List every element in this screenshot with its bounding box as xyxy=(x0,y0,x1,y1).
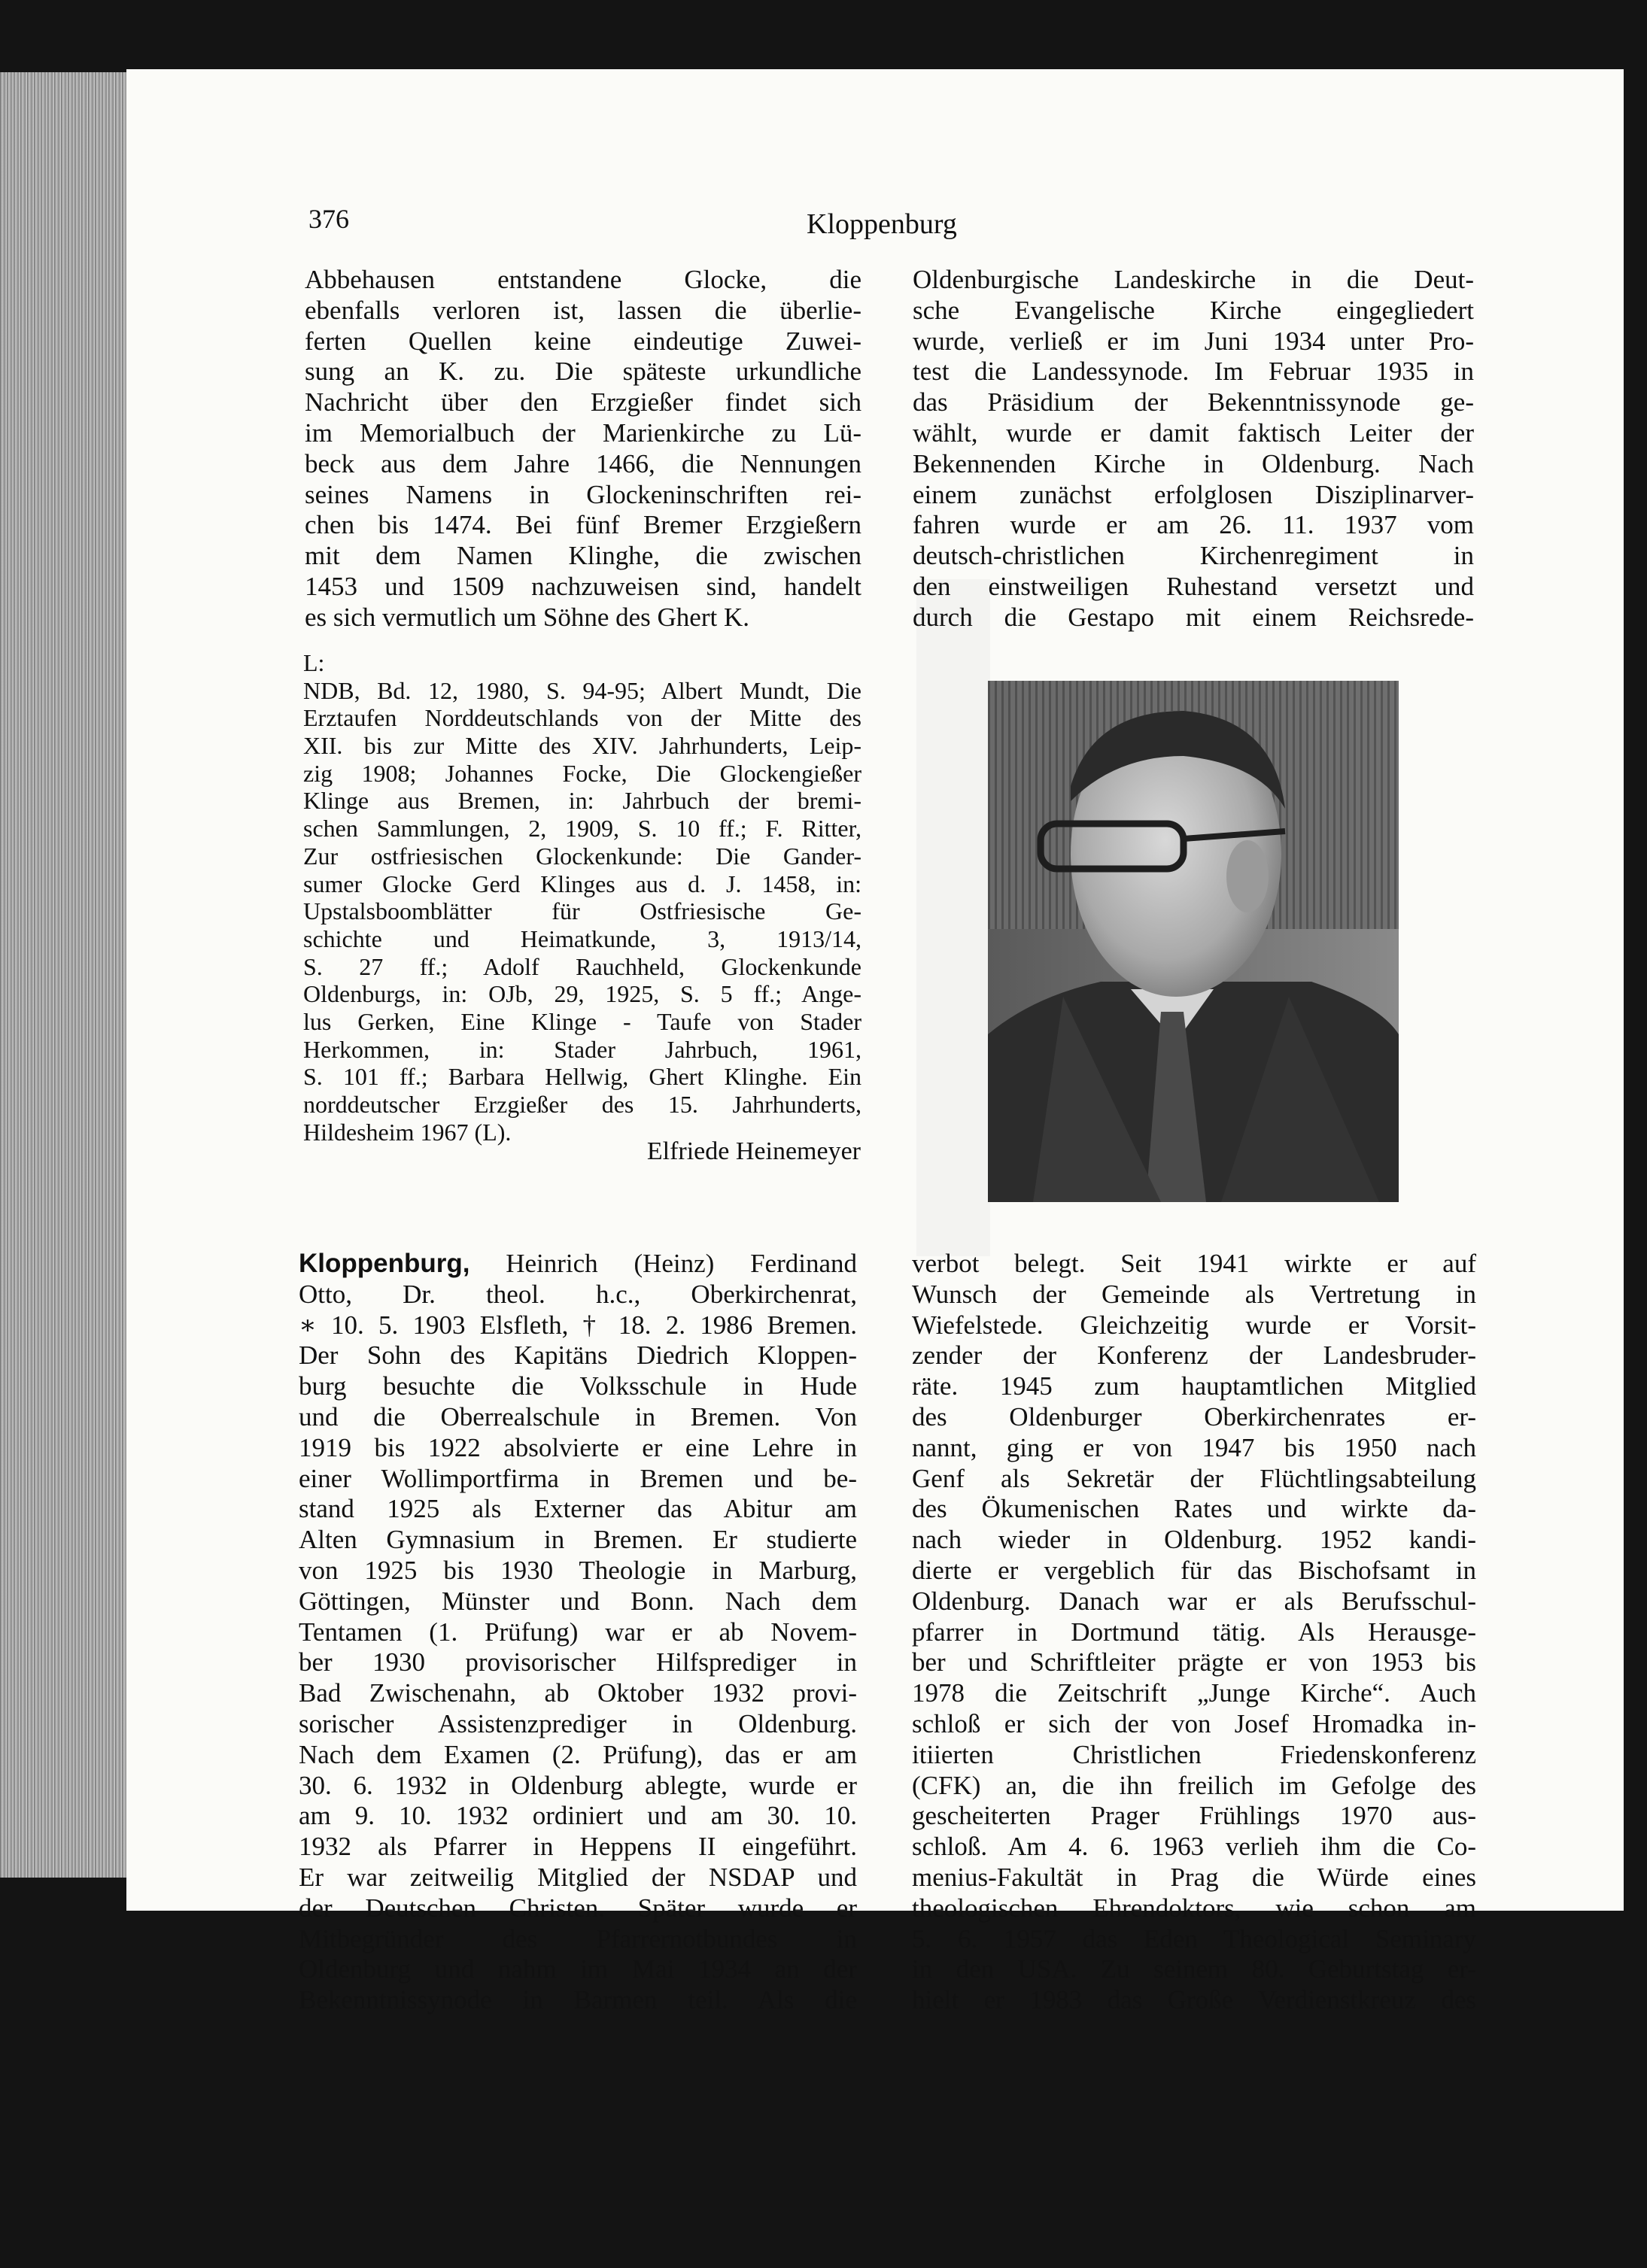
text-line: Klinge aus Bremen, in: Jahrbuch der bremi- xyxy=(303,787,861,815)
text-line: nach wieder in Oldenburg. 1952 kandi- xyxy=(912,1525,1476,1555)
text-line: S. 101 ff.; Barbara Hellwig, Ghert Klinghe. Ein xyxy=(303,1063,861,1091)
text-line: Der Sohn des Kapitäns Diedrich Kloppen- xyxy=(299,1340,857,1371)
text-line: deutsch-christlichen Kirchenregiment in xyxy=(913,541,1474,571)
portrait-image xyxy=(988,681,1399,1202)
text-line: es sich vermutlich um Söhne des Ghert K. xyxy=(305,602,750,632)
text-line xyxy=(299,1249,857,1280)
text-line: Bekenntnissynode in Barmen teil. Als die xyxy=(299,1985,857,2015)
text-line: Alten Gymnasium in Bremen. Er studierte xyxy=(299,1525,857,1555)
text-line: Herkommen, in: Stader Jahrbuch, 1961, xyxy=(303,1035,861,1063)
text-line: einem zunächst erfolglosen Disziplinarver- xyxy=(913,479,1474,509)
text-line: sorischer Assistenzprediger in Oldenburg. xyxy=(299,1708,857,1738)
page-number: 376 xyxy=(308,204,349,234)
text-line: am 9. 10. 1932 ordiniert und am 30. 10. xyxy=(299,1801,857,1831)
entry-headword: Kloppenburg, xyxy=(299,1249,470,1278)
text-line: und die Oberrealschule in Bremen. Von xyxy=(299,1401,857,1432)
text-line: schloß er sich der von Josef Hromadka in- xyxy=(912,1708,1476,1738)
text-line: in den USA. Zu seinem 80. Geburtstag er- xyxy=(912,1954,1476,1984)
text-line: Erztaufen Norddeutschlands von der Mitte des xyxy=(303,704,861,732)
text-line: Genf als Sekretär der Flüchtlingsabteilung xyxy=(912,1463,1476,1493)
text-line: Wunsch der Gemeinde als Vertretung in xyxy=(912,1279,1476,1309)
text-line: sumer Glocke Gerd Klinges aus d. J. 1458, in: xyxy=(303,870,861,897)
text-line: ber und Schriftleiter prägte er von 1953 bis xyxy=(912,1647,1476,1677)
text-line: Oldenburgs, in: OJb, 29, 1925, S. 5 ff.; Ange- xyxy=(303,980,861,1008)
text-line: von 1925 bis 1930 Theologie in Marburg, xyxy=(299,1555,857,1585)
text-line: Bad Zwischenahn, ab Oktober 1932 provi- xyxy=(299,1678,857,1708)
text-line: wurde, verließ er im Juni 1934 unter Pro- xyxy=(913,326,1474,356)
text-line: Göttingen, Münster und Bonn. Nach dem xyxy=(299,1586,857,1616)
text-line: Upstalsboomblätter für Ostfriesische Ge- xyxy=(303,897,861,925)
text-line: schichte und Heimatkunde, 3, 1913/14, xyxy=(303,925,861,952)
text-line: 1932 als Pfarrer in Heppens II eingeführt. xyxy=(299,1832,857,1862)
text-line: ebenfalls verloren ist, lassen die überlie- xyxy=(305,295,861,325)
text-line: Nachricht über den Erzgießer findet sich xyxy=(305,387,861,417)
text-line: 5. 6. 1957 das Eden Theological Seminary xyxy=(912,1923,1476,1954)
running-head: Kloppenburg xyxy=(807,208,957,240)
text-line: einer Wollimportfirma in Bremen und be- xyxy=(299,1463,857,1493)
column-left-top xyxy=(305,265,861,633)
literature-block xyxy=(303,649,861,1146)
text-line: hielt er 1983 das Große Verdienstkreuz des xyxy=(912,1985,1476,2015)
text-line: burg besuchte die Volksschule in Hude xyxy=(299,1371,857,1401)
text-line: Abbehausen entstandene Glocke, die xyxy=(305,265,861,294)
text-line: Oldenburg. Danach war er als Berufsschul- xyxy=(912,1586,1476,1616)
text-line: des Ökumenischen Rates und wirkte da- xyxy=(912,1494,1476,1524)
column-right-top xyxy=(913,265,1474,633)
text-line: Mitbegründer des Pfarrernotbundes in xyxy=(299,1923,857,1954)
column-right-bottom xyxy=(912,1249,1476,2016)
text-line: schen Sammlungen, 2, 1909, S. 10 ff.; F. Ritter, xyxy=(303,815,861,843)
text-line: norddeutscher Erzgießer des 15. Jahrhunderts, xyxy=(303,1091,861,1118)
text-line: Er war zeitweilig Mitglied der NSDAP und xyxy=(299,1862,857,1892)
text-line: (CFK) an, die ihn freilich im Gefolge des xyxy=(912,1770,1476,1800)
text-line: ferten Quellen keine eindeutige Zuwei- xyxy=(305,326,861,356)
text-line: schloß. Am 4. 6. 1963 verlieh ihm die Co- xyxy=(912,1832,1476,1862)
column-left-bottom xyxy=(299,1249,857,2016)
text-line: zig 1908; Johannes Focke, Die Glockengießer xyxy=(303,759,861,787)
text-line: chen bis 1474. Bei fünf Bremer Erzgießern xyxy=(305,510,861,540)
text-line: Oldenburgische Landeskirche in die Deut- xyxy=(913,265,1474,294)
text-line: des Oldenburger Oberkirchenrates er- xyxy=(912,1401,1476,1432)
portrait-photo xyxy=(988,681,1399,1202)
text-line: nannt, ging er von 1947 bis 1950 nach xyxy=(912,1432,1476,1462)
text-line: Bekennenden Kirche in Oldenburg. Nach xyxy=(913,448,1474,478)
literature-label: L: xyxy=(303,649,325,676)
text-line: dierte er vergeblich für das Bischofsamt in xyxy=(912,1555,1476,1585)
text-line: seines Namens in Glockeninschriften rei- xyxy=(305,479,861,509)
text-line: 1453 und 1509 nachzuweisen sind, handelt xyxy=(305,571,861,601)
text-line: Otto, Dr. theol. h.c., Oberkirchenrat, xyxy=(299,1279,857,1309)
text-line: NDB, Bd. 12, 1980, S. 94-95; Albert Mundt, Die xyxy=(303,676,861,704)
text-line: Oldenburg und nahm im Mai 1934 an der xyxy=(299,1954,857,1984)
text-line: 1978 die Zeitschrift „Junge Kirche“. Auch xyxy=(912,1678,1476,1708)
text-line: zender der Konferenz der Landesbruder- xyxy=(912,1340,1476,1371)
text-line: ∗ 10. 5. 1903 Elsfleth, † 18. 2. 1986 Bremen. xyxy=(299,1310,857,1340)
text-line: 30. 6. 1932 in Oldenburg ablegte, wurde er xyxy=(299,1770,857,1800)
text-line: durch die Gestapo mit einem Reichsrede- xyxy=(913,602,1474,632)
book-page-edges xyxy=(0,72,141,1878)
text-line: sung an K. zu. Die späteste urkundliche xyxy=(305,357,861,387)
text-line: fahren wurde er am 26. 11. 1937 vom xyxy=(913,510,1474,540)
text-line: wählt, wurde er damit faktisch Leiter der xyxy=(913,417,1474,448)
text-line: Tentamen (1. Prüfung) war er ab Novem- xyxy=(299,1617,857,1647)
article-author: Elfriede Heinemeyer xyxy=(646,1137,861,1165)
text-line: das Präsidium der Bekenntnissynode ge- xyxy=(913,387,1474,417)
text-line: im Memorialbuch der Marienkirche zu Lü- xyxy=(305,417,861,448)
text-line: 1919 bis 1922 absolvierte er eine Lehre in xyxy=(299,1432,857,1462)
text-line: stand 1925 als Externer das Abitur am xyxy=(299,1494,857,1524)
entry-head-rest: Heinrich (Heinz) Ferdinand xyxy=(469,1249,857,1278)
text-line: theologischen Ehrendoktors, wie schon am xyxy=(912,1893,1476,1923)
text-line: der Deutschen Christen. Später wurde er xyxy=(299,1893,857,1923)
text-line: den einstweiligen Ruhestand versetzt und xyxy=(913,571,1474,601)
text-line: itiierten Christlichen Friedenskonferenz xyxy=(912,1739,1476,1769)
text-line: XII. bis zur Mitte des XIV. Jahrhunderts, Leip- xyxy=(303,732,861,760)
text-line: verbot belegt. Seit 1941 wirkte er auf xyxy=(912,1249,1476,1278)
text-line: mit dem Namen Klinghe, die zwischen xyxy=(305,541,861,571)
text-line: Zur ostfriesischen Glockenkunde: Die Gander- xyxy=(303,842,861,870)
text-line: pfarrer in Dortmund tätig. Als Herausge- xyxy=(912,1617,1476,1647)
text-line: sche Evangelische Kirche eingegliedert xyxy=(913,295,1474,325)
text-line: beck aus dem Jahre 1466, die Nennungen xyxy=(305,448,861,478)
text-line: menius-Fakultät in Prag die Würde eines xyxy=(912,1862,1476,1892)
text-line: S. 27 ff.; Adolf Rauchheld, Glockenkunde xyxy=(303,952,861,980)
text-line: gescheiterten Prager Frühlings 1970 aus- xyxy=(912,1801,1476,1831)
text-line: test die Landessynode. Im Februar 1935 in xyxy=(913,357,1474,387)
text-line: Hildesheim 1967 (L). xyxy=(303,1118,512,1146)
text-line: Wiefelstede. Gleichzeitig wurde er Vorsit- xyxy=(912,1310,1476,1340)
show-through-area xyxy=(916,579,990,1256)
text-line: Nach dem Examen (2. Prüfung), das er am xyxy=(299,1739,857,1769)
text-line: lus Gerken, Eine Klinge - Taufe von Stader xyxy=(303,1007,861,1035)
text-line: ber 1930 provisorischer Hilfsprediger in xyxy=(299,1647,857,1677)
text-line: räte. 1945 zum hauptamtlichen Mitglied xyxy=(912,1371,1476,1401)
